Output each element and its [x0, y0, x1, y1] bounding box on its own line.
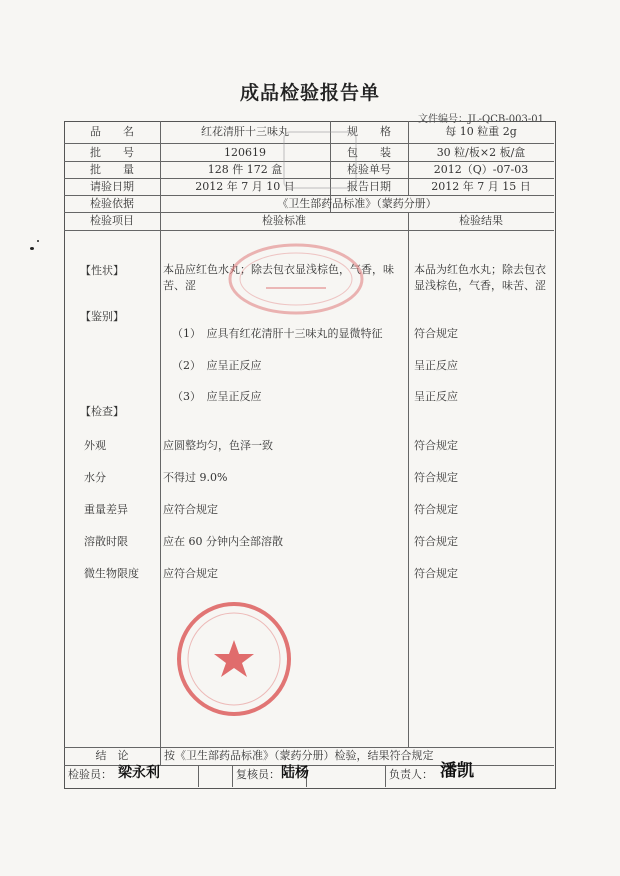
manager-signature: 潘凯 — [440, 761, 474, 781]
inspector-label: 检验员： — [68, 768, 112, 781]
check-standard-weight: 应符合规定 — [163, 503, 218, 516]
check-item-weight: 重量差异 — [84, 503, 128, 516]
inspector-signature: 梁永利 — [118, 765, 160, 781]
check-item-dissolution: 溶散时限 — [84, 535, 128, 548]
identify-standard-3: （3） 应呈正反应 — [172, 390, 262, 403]
report-title: 成品检验报告单 — [239, 82, 380, 104]
check-result-moisture: 符合规定 — [414, 471, 458, 484]
section-identify: 【鉴别】 — [80, 310, 124, 323]
check-standard-microbial: 应符合规定 — [163, 567, 218, 580]
identify-standard-1: （1） 应具有红花清肝十三味丸的显微特征 — [172, 327, 383, 340]
check-item-moisture: 水分 — [84, 471, 106, 484]
col-divider — [232, 765, 233, 787]
col-divider — [160, 212, 161, 765]
check-result-weight: 符合规定 — [414, 503, 458, 516]
reviewer-signature: 陆杨 — [281, 765, 309, 781]
identify-result-2: 呈正反应 — [414, 359, 458, 372]
check-result-dissolution: 符合规定 — [414, 535, 458, 548]
check-standard-moisture: 不得过 9.0% — [163, 471, 228, 484]
column-header-item: 检验项目 — [90, 214, 134, 227]
document-number: 文件编号：JL-QCB-003-01 — [418, 114, 544, 125]
check-result-microbial: 符合规定 — [414, 567, 458, 580]
column-header-standard: 检验标准 — [262, 214, 306, 227]
quantity-value: 128 件 172 盒 — [207, 163, 283, 176]
pack-label: 包 装 — [347, 146, 391, 159]
row-divider — [64, 230, 554, 231]
reviewer-label: 复核员： — [236, 768, 280, 781]
report-date-label: 报告日期 — [347, 180, 391, 193]
batch-label: 批 号 — [90, 146, 134, 159]
request-date-label: 请验日期 — [90, 180, 134, 193]
identify-result-3: 呈正反应 — [414, 390, 458, 403]
check-item-appearance: 外观 — [84, 439, 106, 452]
product-value: 红花清肝十三味丸 — [201, 125, 289, 138]
spec-label: 规 格 — [347, 125, 391, 138]
section-check: 【检查】 — [80, 405, 124, 418]
column-header-result: 检验结果 — [459, 214, 503, 227]
identify-result-1: 符合规定 — [414, 327, 458, 340]
ink-mark — [30, 247, 34, 250]
check-item-microbial: 微生物限度 — [84, 567, 139, 580]
row-divider — [64, 747, 554, 748]
section-traits: 【性状】 — [80, 264, 124, 277]
col-divider — [408, 212, 409, 747]
basis-label: 检验依据 — [90, 197, 134, 210]
col-divider — [198, 765, 199, 787]
row-divider — [64, 195, 554, 196]
traits-standard: 本品应红色水丸；除去包衣显浅棕色，气香，味苦、涩 — [163, 263, 394, 292]
report-date-value: 2012 年 7 月 15 日 — [431, 180, 531, 193]
conclusion-label: 结 论 — [95, 749, 129, 762]
test-number-label: 检验单号 — [347, 163, 391, 176]
col-divider — [385, 765, 386, 787]
check-standard-appearance: 应圆整均匀，色泽一致 — [163, 439, 273, 452]
basis-value: 《卫生部药品标准》（蒙药分册） — [277, 197, 437, 210]
row-divider — [64, 212, 554, 213]
product-label: 品 名 — [90, 125, 134, 138]
quantity-label: 批 量 — [90, 163, 134, 176]
check-standard-dissolution: 应在 60 分钟内全部溶散 — [163, 535, 283, 548]
manager-label: 负责人： — [389, 768, 433, 781]
test-number-value: 2012（Q）-07-03 — [433, 163, 529, 176]
identify-standard-2: （2） 应呈正反应 — [172, 359, 262, 372]
check-result-appearance: 符合规定 — [414, 439, 458, 452]
traits-result: 本品为红色水丸；除去包衣显浅棕色，气香，味苦、涩 — [414, 263, 546, 292]
conclusion-value: 按《卫生部药品标准》（蒙药分册）检验，结果符合规定 — [164, 749, 434, 762]
spec-value: 每 10 粒重 2g — [445, 125, 517, 138]
pack-value: 30 粒/板×2 板/盒 — [436, 146, 526, 159]
request-date-value: 2012 年 7 月 10 日 — [195, 180, 295, 193]
faint-gray-stamp — [280, 128, 360, 192]
ink-mark — [37, 240, 39, 242]
batch-value: 120619 — [224, 146, 266, 159]
company-seal-stamp — [175, 600, 293, 718]
quality-inspection-stamp — [226, 240, 366, 318]
